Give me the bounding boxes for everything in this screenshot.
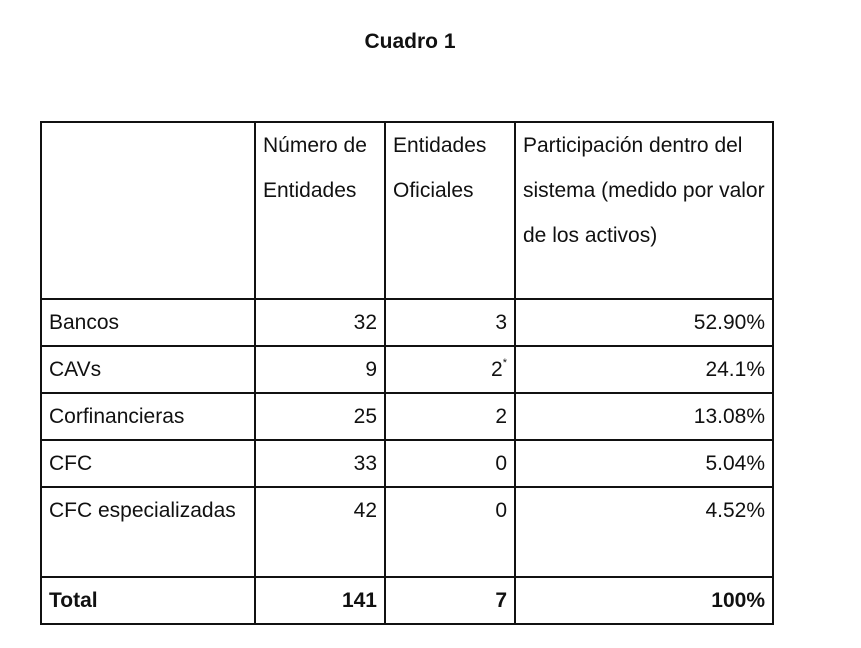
- row-label: CFC: [41, 440, 255, 487]
- oficiales-cell: [385, 393, 515, 440]
- row-label: Bancos: [41, 299, 255, 346]
- participacion-cell: 5.04%: [515, 440, 773, 487]
- total-numero: 141: [255, 577, 385, 624]
- oficiales-value: 0: [495, 499, 507, 522]
- oficiales-cell: [385, 487, 515, 577]
- table-row: [41, 440, 773, 487]
- total-oficiales: 7: [385, 577, 515, 624]
- oficiales-cell: [385, 299, 515, 346]
- oficiales-value: 2: [491, 358, 503, 381]
- entities-table: [40, 121, 774, 625]
- numero-cell: 25: [255, 393, 385, 440]
- oficiales-value: 2: [495, 405, 507, 428]
- table-row: [41, 487, 773, 577]
- oficiales-cell: [385, 346, 515, 393]
- row-label: Corfinancieras: [41, 393, 255, 440]
- total-participacion: 100%: [515, 577, 773, 624]
- table-title: Cuadro 1: [364, 30, 456, 53]
- header-row: [41, 122, 773, 299]
- table-row: [41, 299, 773, 346]
- numero-cell: 32: [255, 299, 385, 346]
- table-row: [41, 346, 773, 393]
- row-label: CAVs: [41, 346, 255, 393]
- header-participacion: Participación dentro del sistema (medido por valor de los activos): [515, 122, 773, 299]
- footnote-mark: *: [502, 357, 507, 369]
- participacion-cell: 13.08%: [515, 393, 773, 440]
- header-empty: [41, 122, 255, 299]
- total-row: [41, 577, 773, 624]
- participacion-cell: 52.90%: [515, 299, 773, 346]
- participacion-cell: 4.52%: [515, 487, 773, 577]
- oficiales-value: 3: [495, 311, 507, 334]
- row-label: CFC especializadas: [41, 487, 255, 577]
- table-row: [41, 393, 773, 440]
- numero-cell: 33: [255, 440, 385, 487]
- header-oficiales: Entidades Oficiales: [385, 122, 515, 299]
- numero-cell: 9: [255, 346, 385, 393]
- oficiales-value: 0: [495, 452, 507, 475]
- participacion-cell: 24.1%: [515, 346, 773, 393]
- numero-cell: 42: [255, 487, 385, 577]
- oficiales-cell: [385, 440, 515, 487]
- total-label: Total: [41, 577, 255, 624]
- header-numero: Número de Entidades: [255, 122, 385, 299]
